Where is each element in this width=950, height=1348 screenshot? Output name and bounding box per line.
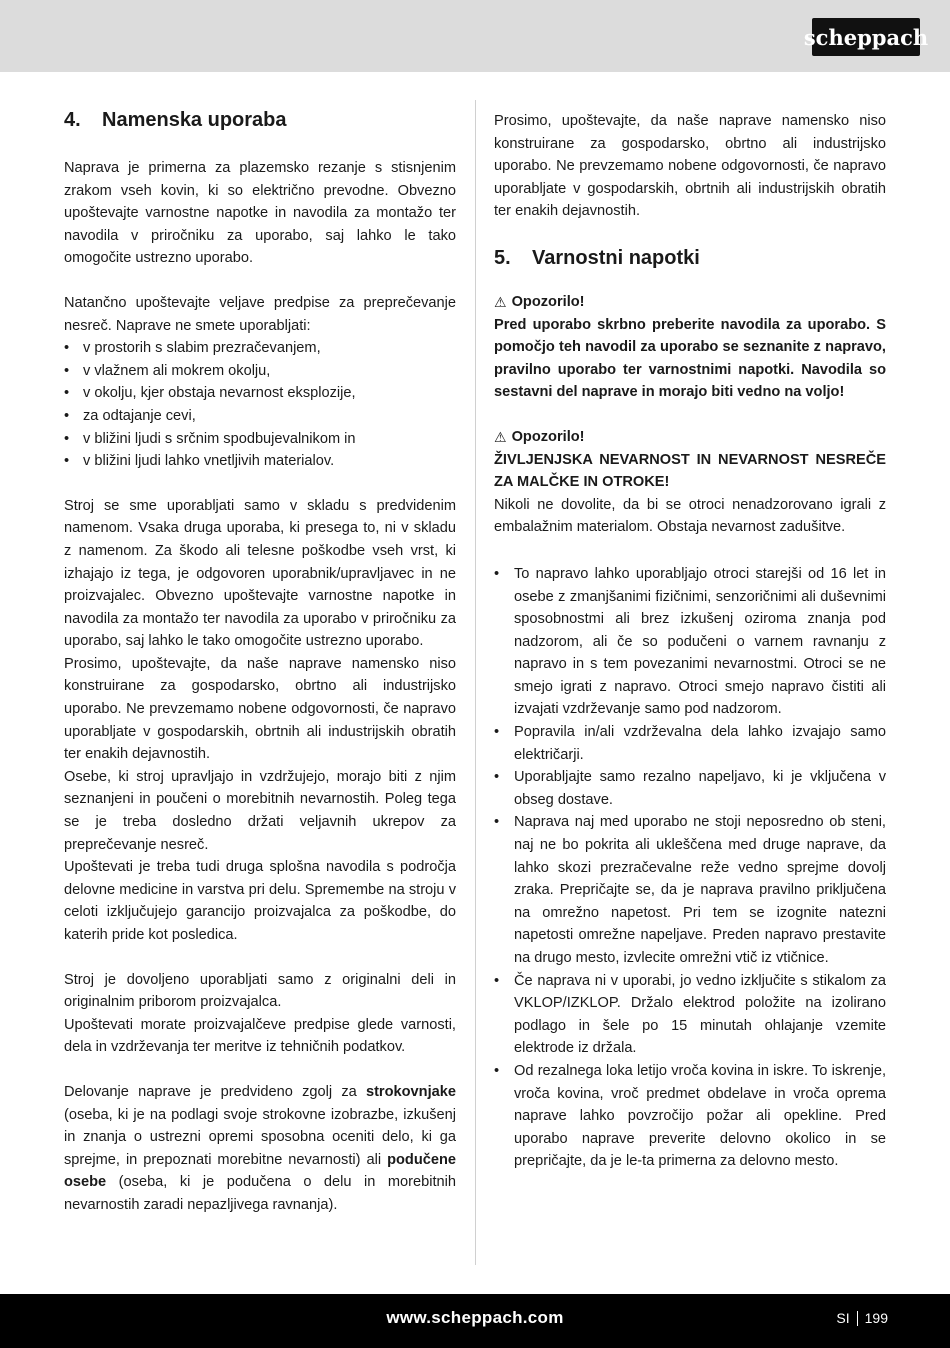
paragraph: Upoštevati morate proizvajalčeve predpise glede varnosti, dela in vzdrževanja ter meritve iz tehničnih podatkov. [64, 1016, 456, 1056]
paragraph: Stroj se sme uporabljati samo v skladu s predvidenim namenom. Vsaka druga uporaba, ki presega to, ni v skladu z namenom. Za škodo ali telesne poškodbe vseh vrst, ki izhajajo iz tega, je odgovoren uporabnik/upravljavec in ne proizvajalec. Obvezno upoštevajte varnostne napotke in navodila za montažo ter navodila za uporabo v priročniku za uporabo, saj lahko le tako omogočite ustrezno uporabo. [64, 497, 456, 650]
list-item: • Naprava naj med uporabo ne stoji neposredno ob steni, naj ne bo pokrita ali ukleščena med druge naprave, da lahko skozi prezračevalne reže vedno sprejme dovolj zraka. Prepričajte se, da je naprava pravilno priključena na omrežno napetost. Pri tem se izognite natezni napetosti omrežne napeljave. Preden napravo prestavite na drugo mesto, izvlecite omrežni vtič iz vtičnice. [494, 811, 886, 969]
safety-list [494, 563, 886, 1173]
warning-body: Nikoli ne dovolite, da bi se otroci nenadzorovano igrali z embalažnim materialom. Obstaja nevarnost zadušitve. [494, 496, 886, 536]
list-item: • v prostorih s slabim prezračevanjem, [64, 337, 456, 360]
warning-label: Opozorilo! [511, 428, 585, 445]
left-column [64, 107, 456, 1217]
text-run: Delovanje naprave je predvideno zgolj za [64, 1083, 366, 1100]
paragraph-qualified-persons [64, 1081, 456, 1217]
warning-title [494, 291, 886, 314]
list-item: • v bližini ljudi lahko vnetljivih materialov. [64, 450, 456, 473]
paragraph: Stroj je dovoljeno uporabljati samo z originalni deli in originalnim priborom proizvajalca. [64, 971, 456, 1011]
list-item: • Če naprava ni v uporabi, jo vedno izključite s stikalom za VKLOP/IZKLOP. Držalo elektrod položite na izolirano podlago in šele po 15 minutah ohlajanje vzemite elektrode iz držala. [494, 970, 886, 1060]
paragraph: Natančno upoštevajte veljave predpise za preprečevanje nesreč. Naprave ne smete uporabljati: [64, 294, 456, 334]
warning-caps-text: ŽIVLJENJSKA NEVARNOST IN NEVARNOST NESREČE ZA MALČKE IN OTROKE! [494, 451, 886, 491]
warning-text: Pred uporabo skrbno preberite navodila za uporabo. S pomočjo teh navodil za uporabo se seznanite z napravo, pravilno uporabo ter varnostnimi napotki. Navodila so sestavni del naprave in morajo biti vedno na voljo! [494, 316, 886, 401]
text-run: (oseba, ki je na podlagi svoje strokovne izobrazbe, izkušenj in znanja o ustrezni opremi sposobna oceniti delo, ki ga sprejme, in prepoznati morebitne nevarnosti) ali [64, 1106, 456, 1168]
heading-text: Namenska uporaba [102, 109, 287, 131]
footer-bar [0, 1294, 950, 1348]
page-number [836, 1310, 888, 1326]
list-item: • za odtajanje cevi, [64, 405, 456, 428]
bold-term: strokovnjake [365, 1083, 456, 1100]
warning-triangle-icon: ⚠ [494, 428, 507, 445]
paragraph: Naprava je primerna za plazemsko rezanje s stisnjenim zrakom vseh kovin, ki so električno prevodne. Obvezno upoštevajte varnostne napotke in navodila za montažo ter navodila v priročniku za uporabo, saj lahko le tako omogočite ustrezno uporabo. [64, 160, 456, 267]
brand-logo: scheppach [812, 18, 920, 56]
right-column [494, 110, 886, 1173]
header-bar [0, 0, 950, 72]
usage-restrictions-list [64, 337, 456, 473]
language-code: SI [836, 1310, 850, 1326]
list-item: • Uporabljajte samo rezalno napeljavo, ki je vključena v obseg dostave. [494, 766, 886, 811]
paragraph: Prosimo, upoštevajte, da naše naprave namensko niso konstruirane za gospodarsko, obrtno ali industrijsko uporabo. Ne prevzemamo nobene odgovornosti, če napravo uporabljate v gospodarskih, obrtnih ali industrijskih obratih ter enakih dejavnostih. [494, 113, 886, 220]
warning-title [494, 426, 886, 449]
list-item: • To napravo lahko uporabljajo otroci starejši od 16 let in osebe z zmanjšanimi fizičnimi, senzoričnimi ali duševnimi sposobnostmi ali brez izkušenj oziroma znanja pod nadzorom, ali če so podučeni o varnem ravnanju z napravo in s tem povezanimi nevarnostmi. Otroci se ne smejo igrati z napravo. Otroci smejo napravo čistiti ali izvajati vzdrževanje samo pod nadzorom. [494, 563, 886, 721]
list-item: • v vlažnem ali mokrem okolju, [64, 360, 456, 383]
bold-term: podučene osebe [64, 1151, 456, 1191]
page-number-value: 199 [864, 1310, 888, 1326]
paragraph: Prosimo, upoštevajte, da naše naprave namensko niso konstruirane za gospodarsko, obrtno ali industrijsko uporabo. Ne prevzemamo nobene odgovornosti, če napravo uporabljate v gospodarskih, obrtnih ali industrijskih obratih ter enakih dejavnostih. [64, 655, 456, 763]
section-heading-4 [64, 107, 456, 133]
separator [857, 1311, 858, 1326]
text-run: (oseba, ki je podučena o delu in morebitnih nevarnostih zaradi nepazljivega ravnanja). [64, 1174, 456, 1213]
heading-number: 5. [494, 246, 511, 269]
heading-number: 4. [64, 109, 81, 131]
warning-label: Opozorilo! [511, 293, 585, 310]
warning-triangle-icon: ⚠ [494, 293, 507, 310]
list-item: • v okolju, kjer obstaja nevarnost eksplozije, [64, 382, 456, 405]
column-divider [475, 100, 476, 1265]
heading-text: Varnostni napotki [532, 246, 700, 269]
paragraph: Osebe, ki stroj upravljajo in vzdržujejo, morajo biti z njim seznanjeni in poučeni o morebitnih nevarnostih. Poleg tega se je treba dosledno držati veljavnih ukrepov za preprečevanje nesreč. [64, 768, 456, 853]
paragraph: Upoštevati je treba tudi druga splošna navodila s področja delovne medicine in varstva pri delu. Spremembe na stroju v celoti izključujejo garancijo proizvajalca za poškodbe, do katerih pride kot posledica. [64, 859, 456, 943]
section-heading-5 [494, 245, 886, 271]
list-item: • Popravila in/ali vzdrževalna dela lahko izvajajo samo električarji. [494, 721, 886, 766]
list-item: • Od rezalnega loka letijo vroča kovina in iskre. To iskrenje, vroča kovina, vroč predmet obdelave in vroča oprema naprave lahko povzročijo požar ali opekline. Pred uporabo naprave preverite delovno okolico in se prepričajte, da je le-ta primerna za delovno mesto. [494, 1060, 886, 1173]
list-item: • v bližini ljudi s srčnim spodbujevalnikom in [64, 428, 456, 451]
website-link[interactable]: www.scheppach.com [386, 1308, 564, 1327]
